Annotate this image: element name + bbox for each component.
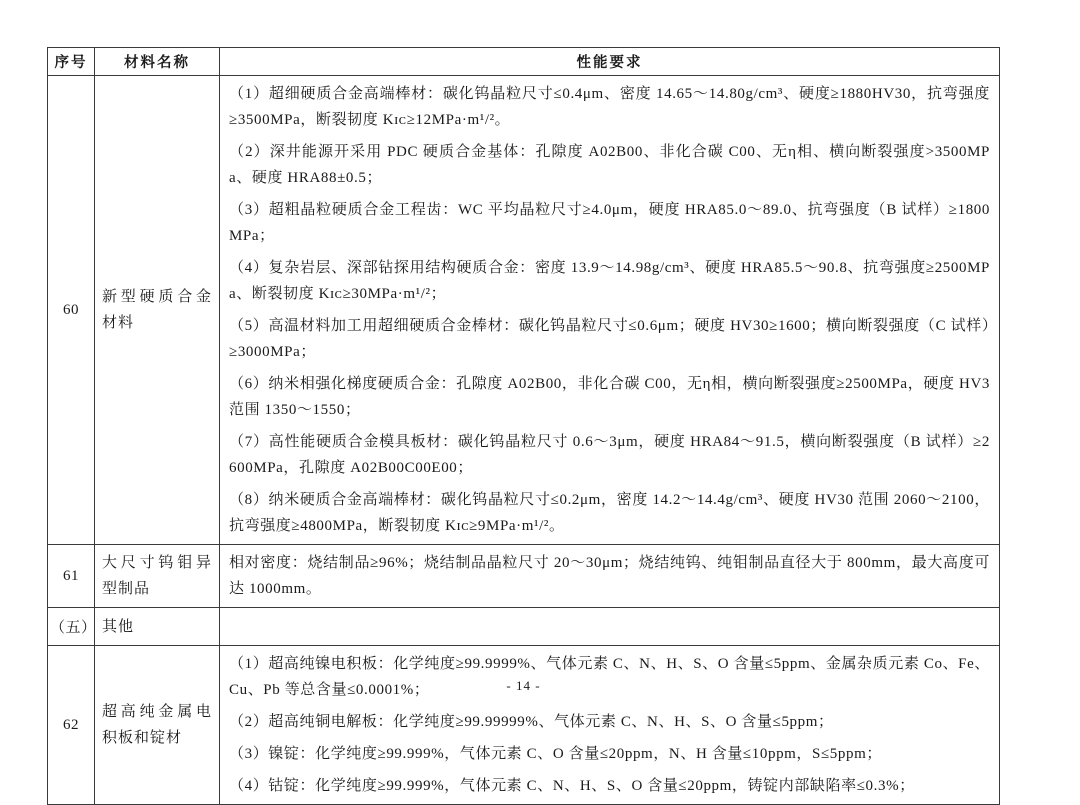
- column-header-material-name: 材料名称: [95, 48, 220, 76]
- serial-cell: 62: [48, 646, 95, 805]
- table-row: [48, 545, 1000, 608]
- requirement-item: （8）纳米硬质合金高端棒材：碳化钨晶粒尺寸≤0.2μm，密度 14.2～14.4g/cm³、硬度 HV30 范围 2060～2100，抗弯强度≥4800MPa，断裂韧度 Kɪᴄ≥9MPa·m¹/²。: [229, 492, 990, 534]
- requirement-item: （4）复杂岩层、深部钻探用结构硬质合金：密度 13.9～14.98g/cm³、硬度 HRA85.5～90.8、抗弯强度≥2500MPa、断裂韧度 Kɪᴄ≥30MPa·m¹/²；: [229, 260, 990, 302]
- requirements-cell: [220, 608, 1000, 646]
- column-header-serial: 序号: [48, 48, 95, 76]
- material-name-cell: 大尺寸钨钼异型制品: [95, 545, 220, 608]
- requirement-item: （1）超细硬质合金高端棒材：碳化钨晶粒尺寸≤0.4μm、密度 14.65～14.80g/cm³、硬度≥1880HV30，抗弯强度≥3500MPa，断裂韧度 Kɪᴄ≥12MPa·m¹/²。: [229, 86, 990, 128]
- requirement-item: （6）纳米相强化梯度硬质合金：孔隙度 A02B00，非化合碳 C00，无η相，横向断裂强度≥2500MPa，硬度 HV3 范围 1350～1550；: [229, 376, 990, 418]
- requirements-cell: [220, 76, 1000, 545]
- requirement-item: （3）镍锭：化学纯度≥99.999%，气体元素 C、O 含量≤20ppm，N、H 含量≤10ppm，S≤5ppm；: [229, 746, 882, 762]
- column-header-performance: 性能要求: [220, 48, 1000, 76]
- page-number: - 14 -: [506, 678, 541, 693]
- requirement-item: （4）钴锭：化学纯度≥99.999%，气体元素 C、N、H、S、O 含量≤20ppm，铸锭内部缺陷率≤0.3%；: [229, 778, 915, 794]
- requirement-item: （3）超粗晶粒硬质合金工程齿：WC 平均晶粒尺寸≥4.0μm，硬度 HRA85.0～89.0、抗弯强度（B 试样）≥1800MPa；: [229, 202, 990, 244]
- serial-cell: （五）: [48, 608, 95, 646]
- table-header: [48, 48, 1000, 76]
- requirement-item: （2）超高纯铜电解板：化学纯度≥99.99999%、气体元素 C、N、H、S、O 含量≤5ppm；: [229, 714, 834, 730]
- material-name-cell: 新型硬质合金材料: [95, 76, 220, 545]
- requirements-cell: [220, 646, 1000, 805]
- serial-cell: 60: [48, 76, 95, 545]
- requirement-item: （2）深井能源开采用 PDC 硬质合金基体：孔隙度 A02B00、非化合碳 C00、无η相、横向断裂强度>3500MPa、硬度 HRA88±0.5；: [229, 144, 990, 186]
- requirement-item: （1）超高纯镍电积板：化学纯度≥99.9999%、气体元素 C、N、H、S、O 含量≤5ppm、金属杂质元素 Co、Fe、Cu、Pb 等总含量≤0.0001%；: [229, 656, 990, 698]
- serial-cell: 61: [48, 545, 95, 608]
- table-row: [48, 76, 1000, 545]
- table-row: [48, 608, 1000, 646]
- requirement-item: （7）高性能硬质合金模具板材：碳化钨晶粒尺寸 0.6～3μm，硬度 HRA84～91.5，横向断裂强度（B 试样）≥2600MPa，孔隙度 A02B00C00E00；: [229, 434, 990, 476]
- table-row: [48, 646, 1000, 805]
- requirement-item: 相对密度：烧结制品≥96%；烧结制品晶粒尺寸 20～30μm；烧结纯钨、纯钼制品直径大于 800mm，最大高度可达 1000mm。: [229, 555, 990, 597]
- requirements-cell: [220, 545, 1000, 608]
- material-name-cell: 其他: [95, 608, 220, 646]
- material-name-cell: 超高纯金属电积板和锭材: [95, 646, 220, 805]
- requirement-item: （5）高温材料加工用超细硬质合金棒材：碳化钨晶粒尺寸≤0.6μm；硬度 HV30≥1600；横向断裂强度（C 试样）≥3000MPa；: [229, 318, 990, 360]
